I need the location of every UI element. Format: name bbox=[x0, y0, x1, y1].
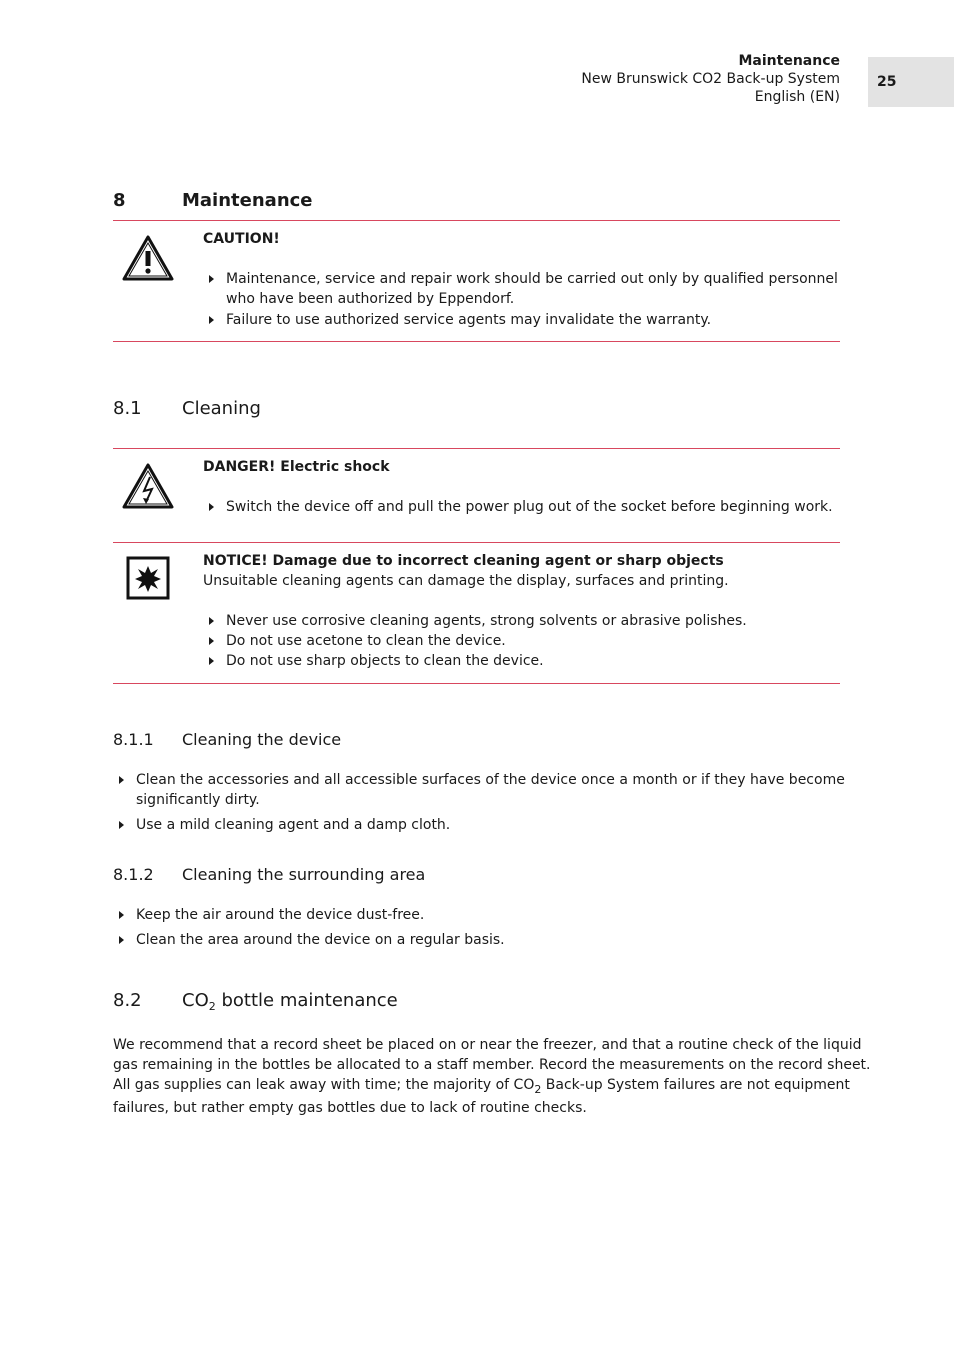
list-item: Clean the accessories and all accessible surfaces of the device once a month or if they have become bbox=[136, 772, 845, 788]
notice-item-3: Do not use sharp objects to clean the device. bbox=[226, 653, 544, 669]
bullet-icon bbox=[209, 657, 214, 665]
notice-item-1: Never use corrosive cleaning agents, strong solvents or abrasive polishes. bbox=[226, 613, 747, 629]
section-number: 8 bbox=[113, 190, 126, 211]
section-number: 8.2 bbox=[113, 990, 142, 1011]
running-header-language: English (EN) bbox=[754, 89, 840, 105]
section-title: Maintenance bbox=[182, 190, 313, 211]
bullet-icon bbox=[209, 617, 214, 625]
list-item: Keep the air around the device dust-free. bbox=[136, 907, 425, 923]
section-number: 8.1.2 bbox=[113, 865, 154, 884]
list-item-cont: significantly dirty. bbox=[136, 792, 260, 808]
section-title: $CO_2$ bottle maintenance bbox=[182, 990, 398, 1013]
electric-shock-warning-icon bbox=[121, 462, 175, 512]
caution-title: CAUTION! bbox=[203, 231, 280, 247]
paragraph-line: All gas supplies can leak away with time; the majority of $CO_2$ Back-up System failures are not equipment bbox=[113, 1077, 850, 1096]
notice-item-2: Do not use acetone to clean the device. bbox=[226, 633, 506, 649]
bullet-icon bbox=[209, 637, 214, 645]
paragraph-line: gas remaining in the bottles be allocated to a staff member. Record the measurements on the record sheet. bbox=[113, 1057, 871, 1073]
bullet-icon bbox=[119, 911, 124, 919]
paragraph-line: failures, but rather empty gas bottles due to lack of routine checks. bbox=[113, 1100, 587, 1116]
bullet-icon bbox=[119, 936, 124, 944]
list-item: Use a mild cleaning agent and a damp cloth. bbox=[136, 817, 451, 833]
list-item: Clean the area around the device on a regular basis. bbox=[136, 932, 505, 948]
section-number: 8.1.1 bbox=[113, 730, 154, 749]
bullet-icon bbox=[119, 821, 124, 829]
caution-item-1-cont: who have been authorized by Eppendorf. bbox=[226, 291, 515, 307]
bullet-icon bbox=[119, 776, 124, 784]
section-number: 8.1 bbox=[113, 398, 142, 419]
divider bbox=[113, 448, 840, 449]
divider bbox=[113, 683, 840, 684]
page-number: 25 bbox=[868, 57, 954, 107]
running-header-product: New Brunswick CO2 Back-up System bbox=[581, 71, 840, 87]
section-title: Cleaning the surrounding area bbox=[182, 865, 426, 884]
caution-item-2: Failure to use authorized service agents may invalidate the warranty. bbox=[226, 312, 712, 328]
divider bbox=[113, 220, 840, 221]
running-header-chapter: Maintenance bbox=[738, 53, 840, 69]
divider bbox=[113, 542, 840, 543]
notice-title: NOTICE! Damage due to incorrect cleaning agent or sharp objects bbox=[203, 553, 724, 569]
caution-item-1: Maintenance, service and repair work should be carried out only by qualified personnel bbox=[226, 271, 838, 287]
section-title: Cleaning bbox=[182, 398, 261, 419]
caution-warning-icon bbox=[121, 234, 175, 284]
danger-item-1: Switch the device off and pull the power plug out of the socket before beginning work. bbox=[226, 499, 833, 515]
section-title: Cleaning the device bbox=[182, 730, 342, 749]
bullet-icon bbox=[209, 316, 214, 324]
bullet-icon bbox=[209, 275, 214, 283]
paragraph-line: We recommend that a record sheet be placed on or near the freezer, and that a routine check of the liquid bbox=[113, 1037, 862, 1053]
bullet-icon bbox=[209, 503, 214, 511]
danger-title: DANGER! Electric shock bbox=[203, 459, 390, 475]
notice-text: Unsuitable cleaning agents can damage the display, surfaces and printing. bbox=[203, 573, 729, 589]
notice-damage-icon bbox=[121, 555, 175, 605]
divider bbox=[113, 341, 840, 342]
